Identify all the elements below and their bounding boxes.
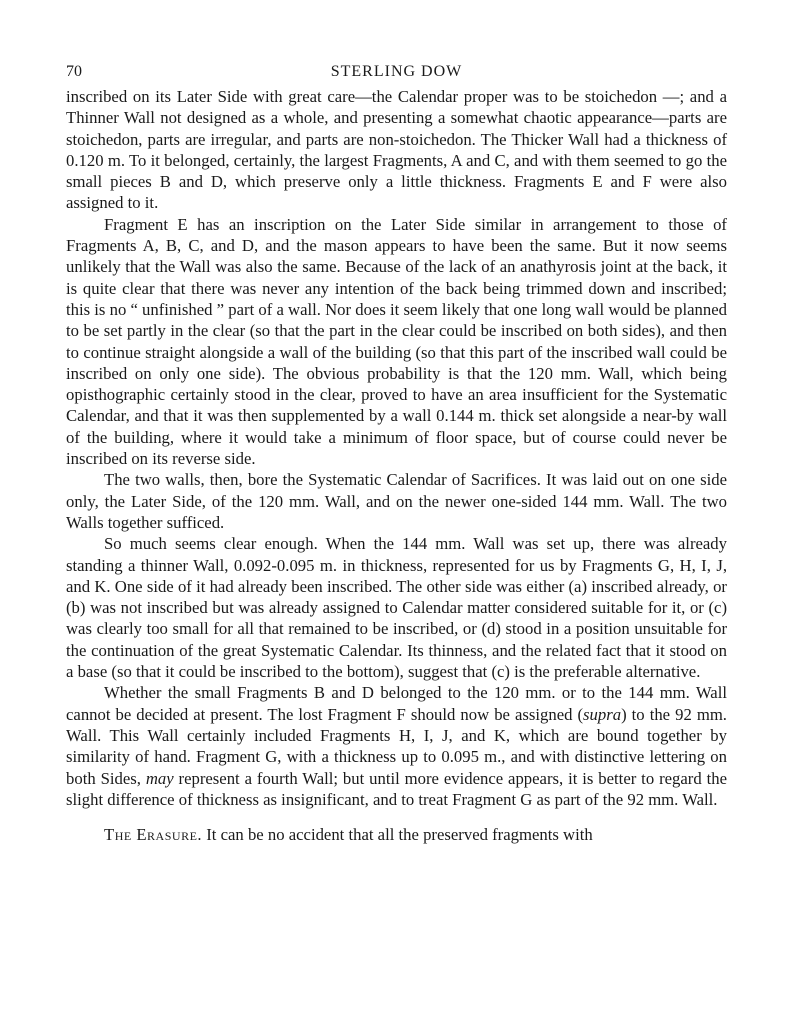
- section-paragraph-text: It can be no accident that all the preserved fragments with: [202, 825, 593, 845]
- paragraph-5: [66, 682, 727, 810]
- paragraph-2: Fragment E has an inscription on the Later Side similar in arrangement to those of Fragments A, B, C, and D, and the mason appears to have been the same. But it now seems unlikely that the Wall was also the same. Because of the lack of an anathyrosis joint at the back, it is quite clear that there was never any intention of the back being trimmed down and inscribed; this is no “ unfinished ” part of a wall. Nor does it seem likely that one long wall would be planned to be set partly in the clear (so that the part in the clear could be inscribed on both sides), and then to continue straight alongside a wall of the building (so that this part of the inscribed wall could be inscribed on only one side). The obvious probability is that the 120 mm. Wall, which being opisthographic certainly stood in the clear, proved to have an area insufficient for the Systematic Calendar, and that it was then supplemented by a wall 0.144 m. thick set alongside a near-by wall of the building, where it would take a minimum of floor space, but of course could never be inscribed on its reverse side.: [66, 214, 727, 469]
- paragraph-5-text-1: Whether the small Fragments B and D belonged to the 120 mm. or to the 144 mm. Wall cannot be decided at present. The lost Fragment F should now be assigned (: [66, 683, 727, 724]
- paragraph-3: The two walls, then, bore the Systematic Calendar of Sacrifices. It was laid out on one side only, the Later Side, of the 120 mm. Wall, and on the newer one-sided 144 mm. Wall. The two Walls together sufficed.: [66, 470, 727, 532]
- body-text: [66, 86, 727, 845]
- page-number: 70: [66, 63, 82, 80]
- paragraph-5-text-2: ) to the 92 mm. Wall. This Wall certainly included Fragments H, I, J, and K, which are bound together by similarity of hand. Fragment G, with a thickness up to 0.095 m., and with distinctive lettering on both Sides,: [66, 704, 727, 788]
- page: [66, 60, 727, 845]
- section-heading: The Erasure.: [104, 825, 203, 845]
- section-paragraph-erasure: [66, 824, 727, 845]
- supra-italic: supra: [583, 704, 622, 724]
- may-italic: may: [145, 768, 174, 788]
- running-head: STERLING DOW: [330, 63, 463, 80]
- page-header: [66, 60, 727, 86]
- paragraph-1: inscribed on its Later Side with great care—the Calendar proper was to be stoichedon —; and a Thinner Wall not designed as a whole, and presenting a somewhat chaotic appearance—parts are stoichedon, parts are irregular, and parts are non-stoichedon. The Thicker Wall had a thickness of 0.120 m. To it belonged, certainly, the largest Fragments, A and C, and with them seemed to go the small pieces B and D, which preserve only a little thickness. Fragments E and F were also assigned to it.: [66, 87, 727, 213]
- paragraph-5-text-3: represent a fourth Wall; but until more evidence appears, it is better to regard the slight difference of thickness as insignificant, and to treat Fragment G as part of the 92 mm. Wall.: [66, 768, 727, 809]
- paragraph-4: So much seems clear enough. When the 144 mm. Wall was set up, there was already standing a thinner Wall, 0.092-0.095 m. in thickness, represented for us by Fragments G, H, I, J, and K. One side of it had already been inscribed. The other side was either (a) inscribed already, or (b) was not inscribed but was already assigned to Calendar matter considered suitable for it, or (c) was clearly too small for all that remained to be inscribed, or (d) stood in a position unsuitable for the continuation of the great Systematic Calendar. Its thinness, and the related fact that it stood on a base (so that it could be inscribed to the bottom), suggest that (c) is the preferable alternative.: [66, 534, 727, 682]
